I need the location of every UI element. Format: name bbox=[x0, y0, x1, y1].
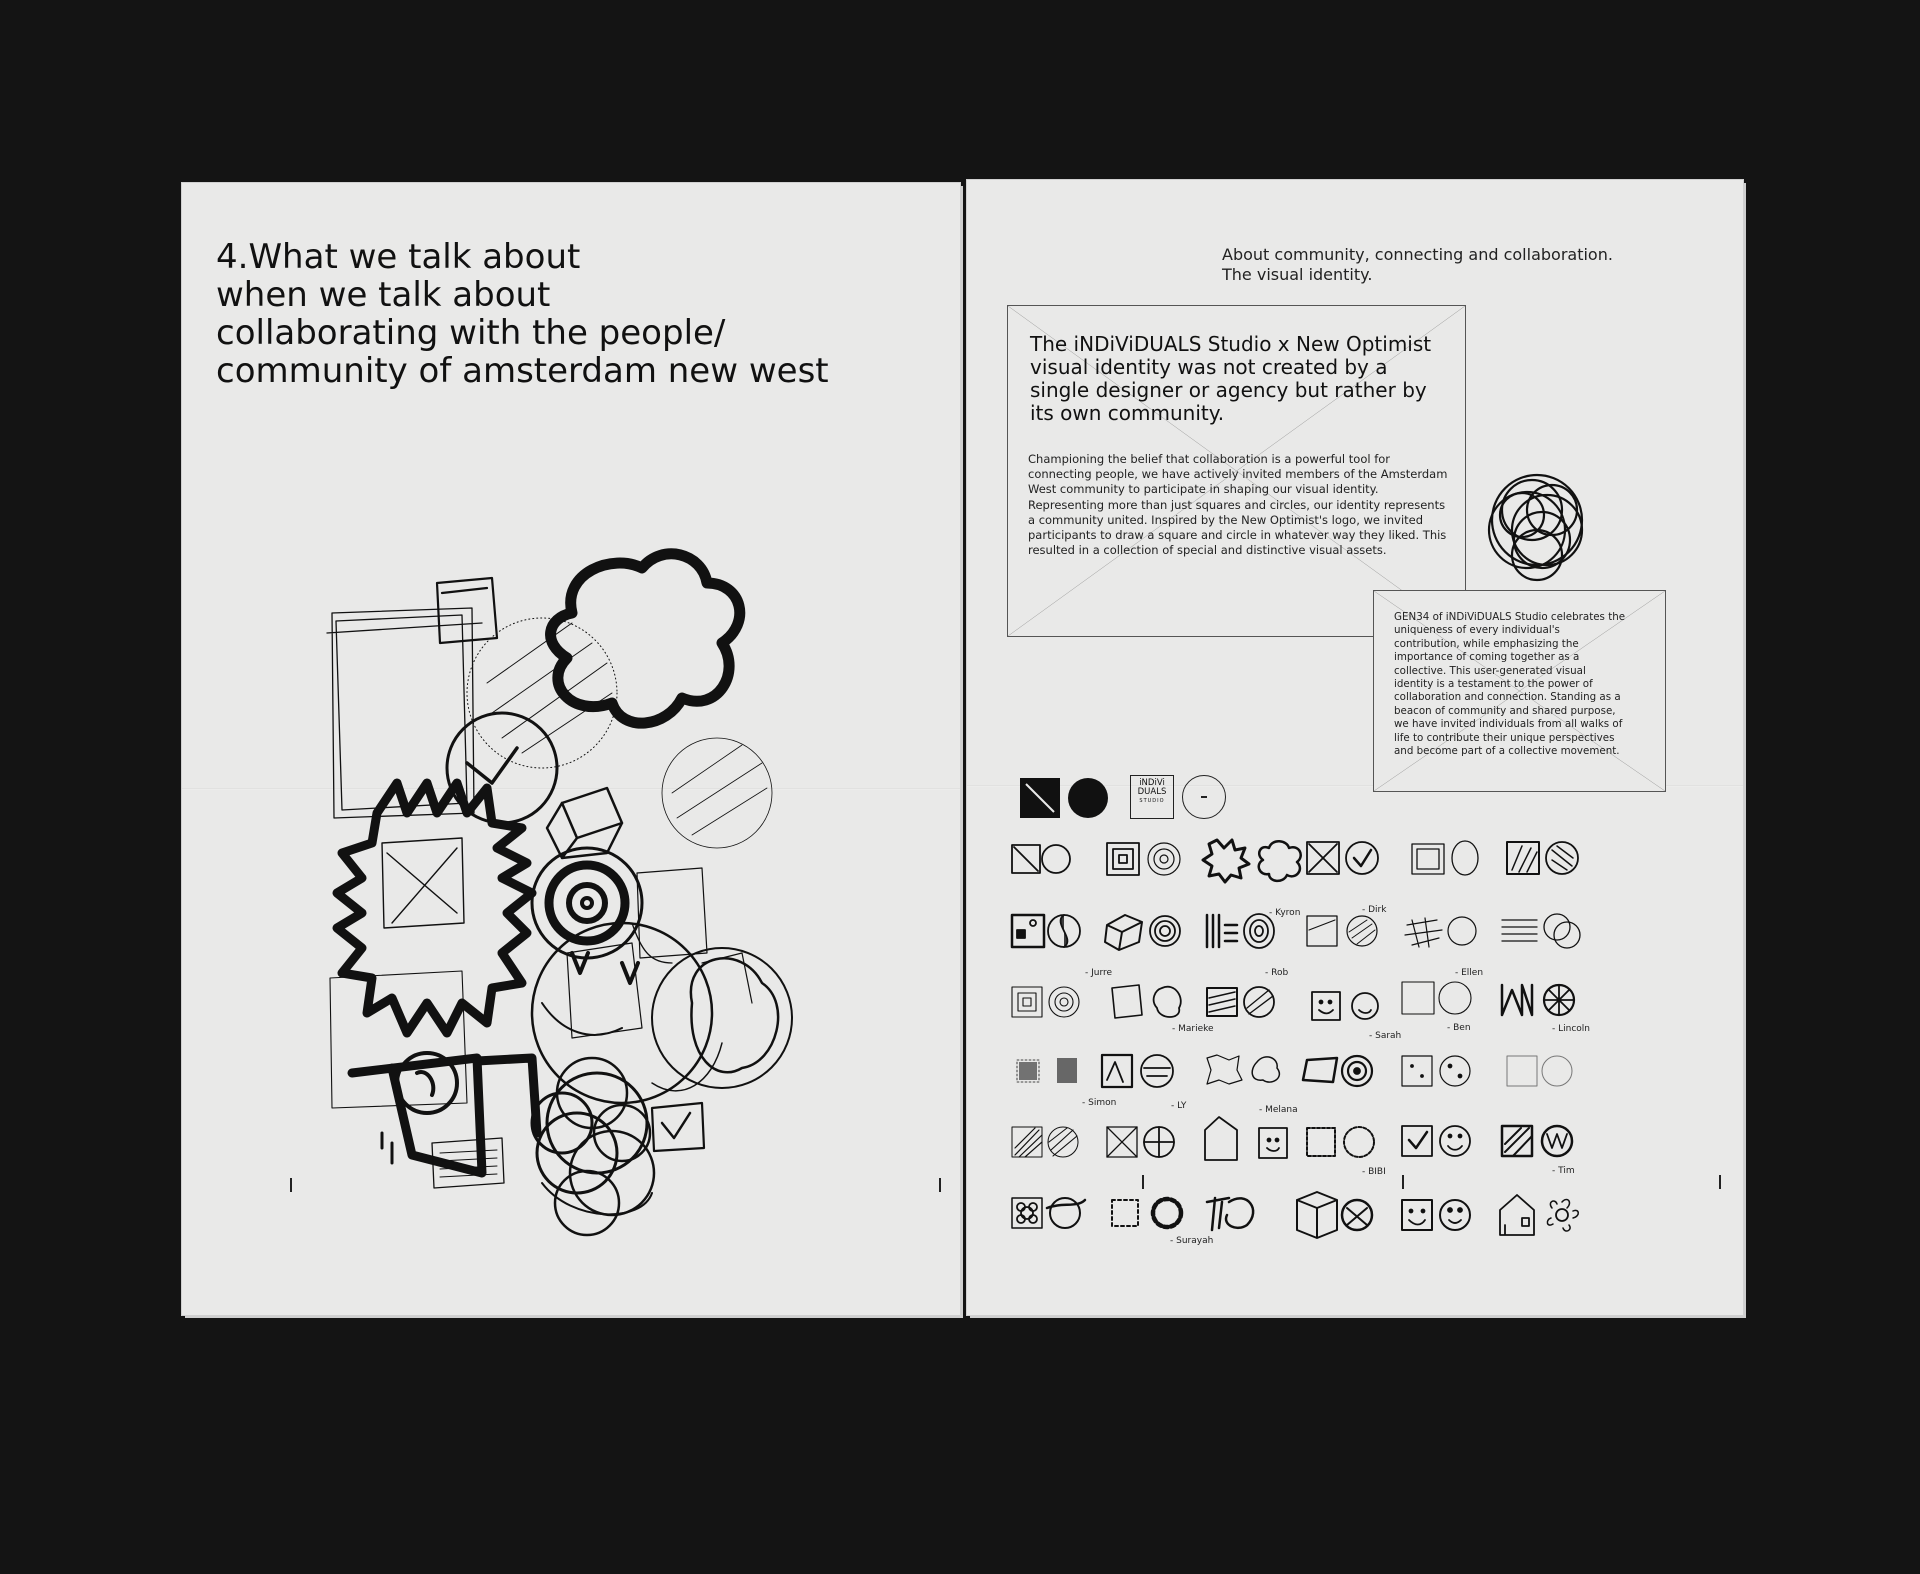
logo-text-line: STUDIO bbox=[1139, 798, 1165, 804]
new-optimist-circle-logo bbox=[1068, 778, 1108, 818]
signature: - Simon bbox=[1082, 1098, 1117, 1108]
folio-mark bbox=[939, 1178, 941, 1192]
text-frame-gen34 bbox=[1373, 590, 1666, 792]
folio-mark bbox=[1402, 1175, 1404, 1189]
hatched-circle bbox=[467, 618, 617, 768]
scribble-ball bbox=[1472, 465, 1602, 595]
individuals-studio-logo bbox=[1130, 775, 1174, 819]
folio-mark bbox=[1719, 1175, 1721, 1189]
community-drawings-grid bbox=[1007, 830, 1707, 1270]
signature: - LY bbox=[1171, 1101, 1187, 1111]
drawing-star bbox=[1203, 840, 1249, 882]
page-title: 4.What we talk about when we talk about collaborating with the people/ community of amsterdam new west bbox=[216, 237, 829, 391]
signature: - Surayah bbox=[1170, 1236, 1214, 1246]
logo-text-line: DUALS bbox=[1137, 787, 1167, 797]
new-optimist-square-logo bbox=[1020, 778, 1060, 818]
lead-paragraph: The iNDiViDUALS Studio x New Optimist visual identity was not created by a single designer or agency but rather by its own community. bbox=[1030, 332, 1432, 425]
signature: - Ben bbox=[1447, 1023, 1471, 1033]
right-page bbox=[967, 180, 1743, 1315]
signature: - Jurre bbox=[1085, 968, 1113, 978]
folio-mark bbox=[1142, 1175, 1144, 1189]
text-frame-main bbox=[1007, 305, 1466, 637]
collage-illustration bbox=[322, 483, 882, 1283]
x-square-sketch bbox=[382, 838, 464, 928]
body-paragraph: Championing the belief that collaboration is a powerful tool for connecting people, we have actively invited members of the Amsterdam West community to participate in shaping our visual identity. Representing more than just squares and circles, our identity represents a community united. Inspired by the New Optimist's logo, we invited participants to draw a square and circle in whatever way they liked. This resulted in a collection of special and distinctive visual assets. bbox=[1028, 452, 1448, 558]
signature: - Sarah bbox=[1369, 1031, 1402, 1041]
face-circle-logo bbox=[1182, 775, 1226, 819]
left-page bbox=[182, 183, 960, 1315]
drawing-square bbox=[1107, 843, 1139, 875]
bold-blob bbox=[551, 554, 740, 723]
signature: - Tim bbox=[1552, 1166, 1575, 1176]
sketch-square bbox=[637, 868, 707, 958]
signature: - Melana bbox=[1259, 1105, 1298, 1115]
signature: - Rob bbox=[1265, 968, 1289, 978]
signature: - Lincoln bbox=[1552, 1024, 1590, 1034]
signature: - Ellen bbox=[1455, 968, 1484, 978]
checkbox-sketch bbox=[652, 1103, 704, 1151]
logo-text-line: iNDiVi bbox=[1139, 778, 1165, 788]
bold-v-shape bbox=[352, 1058, 537, 1173]
section-header: About community, connecting and collaboration. The visual identity. bbox=[1222, 245, 1613, 284]
sketch-square-bold bbox=[437, 578, 497, 643]
zigzag-star bbox=[337, 783, 532, 1033]
signature: - Kyron bbox=[1269, 908, 1301, 918]
gen34-paragraph: GEN34 of iNDiViDUALS Studio celebrates the uniqueness of every individual's contribution, while emphasizing the importance of coming together as a collective. This user-generated visual identity is a testament to the power of collaboration and connection. Standing as a beacon of community and shared purpose, we have invited individuals from all walks of life to contribute their unique perspectives and become part of a collective movement. bbox=[1394, 611, 1626, 758]
folio-mark bbox=[290, 1178, 292, 1192]
signature: - Marieke bbox=[1172, 1024, 1214, 1034]
signature: - Dirk bbox=[1362, 905, 1387, 915]
signature: - BIBI bbox=[1362, 1167, 1386, 1177]
